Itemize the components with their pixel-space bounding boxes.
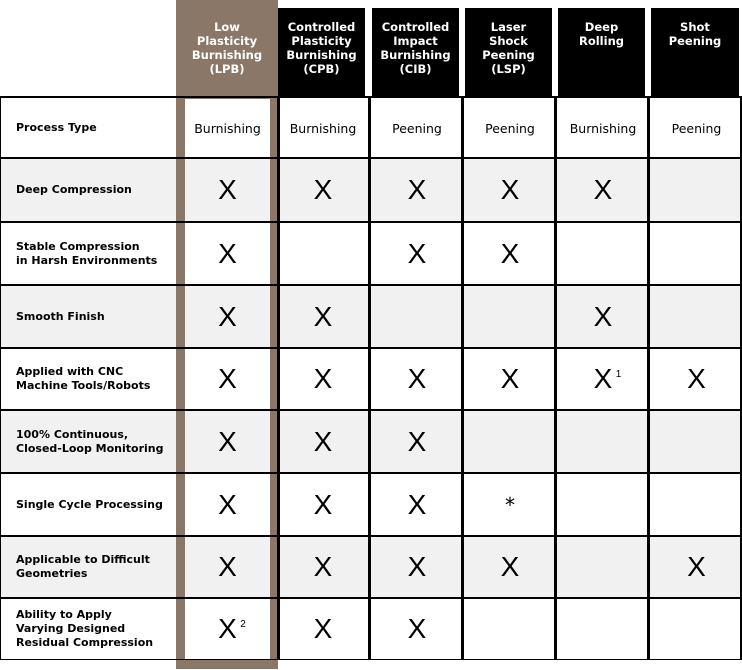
table-cell <box>372 98 462 158</box>
x-mark <box>408 176 427 204</box>
table-cell <box>278 285 368 348</box>
x-mark-text: X <box>313 613 333 644</box>
x-mark <box>408 365 427 393</box>
table-cell <box>278 473 368 536</box>
row-label: Single Cycle Processing <box>16 497 163 511</box>
x-mark <box>407 237 427 269</box>
x-mark <box>218 425 237 457</box>
x-mark-text: X <box>313 425 333 457</box>
table-cell <box>372 158 462 222</box>
process-type-value: Burnishing <box>569 120 637 136</box>
table-cell <box>465 473 555 536</box>
table-cell <box>372 285 462 348</box>
x-mark-text: X <box>500 363 520 394</box>
table-cell <box>372 410 462 473</box>
x-mark <box>501 365 520 393</box>
table-cell <box>278 410 368 473</box>
column-header-lsp: Laser Shock Peening (LSP) <box>465 8 552 96</box>
x-mark-text: X <box>218 488 237 520</box>
row-label: Process Type <box>16 121 97 134</box>
table-cell <box>558 348 648 410</box>
table-cell <box>372 473 462 536</box>
x-mark-text: X <box>313 300 333 332</box>
table-cell <box>558 598 648 660</box>
x-mark-text: X <box>687 363 706 394</box>
table-cell <box>558 98 648 158</box>
column-header-cpb: Controlled Plasticity Burnishing (CPB) <box>278 8 365 96</box>
table-cell <box>465 222 555 285</box>
x-mark <box>687 553 706 581</box>
footnote-marker: 1 <box>615 369 622 380</box>
table-cell <box>651 158 742 222</box>
table-cell <box>185 285 270 348</box>
x-mark <box>500 237 520 269</box>
table-cell <box>372 598 462 660</box>
x-mark-text: X <box>218 551 237 582</box>
table-cell <box>558 285 648 348</box>
table-cell <box>651 98 742 158</box>
x-mark <box>501 553 520 581</box>
x-mark-text: X <box>687 551 706 582</box>
row-label: Deep Compression <box>16 183 132 196</box>
table-cell <box>185 598 270 660</box>
x-mark <box>407 425 427 457</box>
table-cell <box>185 410 270 473</box>
x-mark-text: X <box>218 174 237 205</box>
table-cell <box>651 473 742 536</box>
table-cell <box>651 536 742 598</box>
row-label: 100% Continuous, Closed-Loop Monitoring <box>16 427 164 455</box>
x-mark <box>218 300 237 332</box>
x-mark <box>314 615 333 643</box>
table-cell <box>558 410 648 473</box>
table-cell <box>651 348 742 410</box>
table-cell <box>278 158 368 222</box>
table-border <box>0 96 1 660</box>
column-header-lpb: Low Plasticity Burnishing (LPB) <box>191 20 263 76</box>
x-mark <box>687 365 706 393</box>
x-mark <box>218 613 246 644</box>
process-type-value: Burnishing <box>289 120 357 136</box>
x-mark <box>594 176 613 204</box>
table-cell <box>185 98 270 158</box>
x-mark-text: X <box>407 174 427 205</box>
x-mark <box>593 300 613 332</box>
table-cell <box>465 536 555 598</box>
table-cell <box>278 222 368 285</box>
x-mark <box>313 425 333 457</box>
table-cell <box>185 348 270 410</box>
x-mark-text: X <box>218 300 237 332</box>
x-mark <box>218 488 237 520</box>
table-cell <box>558 222 648 285</box>
table-cell <box>372 348 462 410</box>
table-cell <box>372 536 462 598</box>
row-label: Smooth Finish <box>16 309 105 323</box>
x-mark <box>218 176 237 204</box>
table-cell <box>465 285 555 348</box>
x-mark-text: X <box>407 425 427 457</box>
x-mark <box>501 176 520 204</box>
x-mark <box>218 237 237 269</box>
table-cell <box>651 222 742 285</box>
table-cell <box>185 536 270 598</box>
x-mark-text: X <box>500 237 520 269</box>
footnote-marker: 2 <box>240 619 246 630</box>
table-cell <box>185 473 270 536</box>
x-mark-text: X <box>593 300 613 332</box>
table-cell <box>558 158 648 222</box>
x-mark-text: X <box>313 174 333 205</box>
table-cell <box>278 536 368 598</box>
x-mark <box>314 553 333 581</box>
x-mark-text: X <box>500 174 520 205</box>
x-mark-text: X <box>313 551 333 582</box>
x-mark-text: X <box>500 551 520 582</box>
table-cell <box>185 222 270 285</box>
table-cell <box>278 598 368 660</box>
x-mark <box>408 553 427 581</box>
x-mark-text: X <box>407 551 427 582</box>
x-mark <box>407 488 427 520</box>
x-mark <box>593 363 622 394</box>
x-mark-text: X <box>593 363 613 394</box>
table-cell <box>465 158 555 222</box>
table-cell <box>651 285 742 348</box>
row-label: Applied with CNC Machine Tools/Robots <box>16 365 151 392</box>
table-cell <box>465 598 555 660</box>
process-type-value: Peening <box>485 120 535 136</box>
table-cell <box>465 410 555 473</box>
x-mark <box>314 176 333 204</box>
x-mark <box>218 553 237 581</box>
column-header-dr: Deep Rolling <box>558 8 645 96</box>
x-mark-text: X <box>218 363 237 394</box>
asterisk-mark: * <box>505 492 515 517</box>
column-header-sp: Shot Peening <box>651 8 739 96</box>
x-mark <box>218 365 237 393</box>
x-mark-text: X <box>313 363 333 394</box>
process-type-value: Peening <box>392 120 442 136</box>
x-mark <box>314 365 333 393</box>
row-label: Stable Compression in Harsh Environments <box>16 239 158 267</box>
row-label: Applicable to Difficult Geometries <box>16 553 150 580</box>
process-type-value: Peening <box>671 120 722 136</box>
x-mark <box>313 488 333 520</box>
table-cell <box>372 222 462 285</box>
table-cell <box>651 598 742 660</box>
table-cell <box>278 98 368 158</box>
process-type-value: Burnishing <box>194 120 261 136</box>
table-cell <box>558 473 648 536</box>
x-mark-text: X <box>593 174 613 205</box>
x-mark-text: X <box>313 488 333 520</box>
column-divider <box>368 96 371 660</box>
x-mark <box>408 615 427 643</box>
table-cell <box>185 158 270 222</box>
column-header-cib: Controlled Impact Burnishing (CIB) <box>372 8 459 96</box>
x-mark-text: X <box>407 363 427 394</box>
table-cell <box>651 410 742 473</box>
table-cell <box>465 98 555 158</box>
table-cell <box>465 348 555 410</box>
row-label: Ability to Apply Varying Designed Residual Compression <box>16 608 154 649</box>
x-mark-text: X <box>218 237 237 269</box>
x-mark-text: X <box>407 488 427 520</box>
x-mark-text: X <box>218 613 237 644</box>
x-mark-text: X <box>407 613 427 644</box>
x-mark-text: X <box>407 237 427 269</box>
x-mark-text: X <box>218 425 237 457</box>
x-mark <box>313 300 333 332</box>
table-cell <box>558 536 648 598</box>
table-cell <box>278 348 368 410</box>
